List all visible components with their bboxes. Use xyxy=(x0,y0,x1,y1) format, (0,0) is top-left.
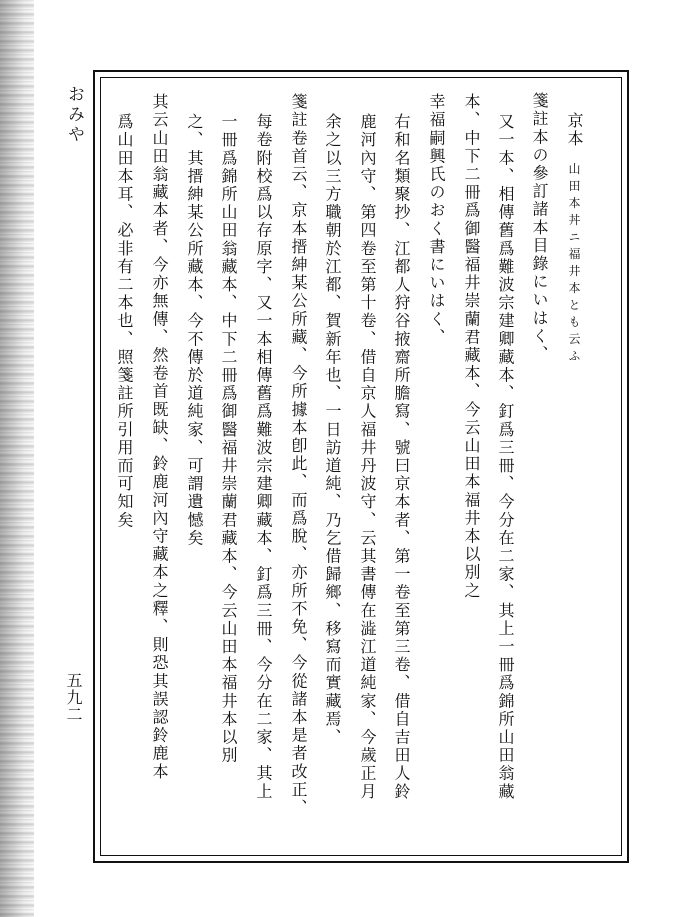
text-column: 鹿河內守、第四卷至第十卷、借自京人福井丹波守、云其書傳在澁江道純家、今歲正月 xyxy=(358,113,377,801)
text-column: 余之以三方職朝於江都、賀新年也、一日訪道純、乃乞借歸鄉、移寫而實藏焉、 xyxy=(323,113,342,747)
text-column: 右和名類聚抄、江都人狩谷掖齋所膽寫、號曰京本者、第一卷至第三卷、借自吉田人鈴 xyxy=(392,113,411,801)
text-column: 幸福嗣興氏のおく書にいはく、 xyxy=(427,93,446,347)
text-column: 本、中下二冊爲御醫福井崇蘭君藏本、今云山田本福井本以別之 xyxy=(462,93,481,600)
section-title-note: 山田本丼ニ福井本とも云ふ xyxy=(567,162,581,367)
running-head: おみや xyxy=(64,85,84,145)
section-heading-column xyxy=(563,112,585,366)
text-column: 又一本、相傳舊爲難波宗建卿藏本、釘爲三冊、今分在二家、其上一冊爲錦所山田翁藏 xyxy=(496,113,515,801)
text-column: 箋註卷首云、京本搢紳某公所藏、今所據本卽此、而爲脫、亦所不免、今從諸本是者改正、 xyxy=(289,93,308,817)
page-number: 五九二 xyxy=(64,672,83,723)
text-column: 爲山田本耳、必非有二本也、照箋註所引用而可知矣 xyxy=(115,113,134,530)
text-column: 之、其搢紳某公所藏本、今不傳於道純家、可謂遺憾矣 xyxy=(185,113,204,548)
text-column: 一冊爲錦所山田翁藏本、中下二冊爲御醫福井崇蘭君藏本、今云山田本福井本以別 xyxy=(219,113,238,765)
text-column: 箋註本の參訂諸本目錄にいはく、 xyxy=(530,92,549,364)
scan-edge-shadow xyxy=(0,0,34,917)
text-column: 每卷附校爲以存原字、又一本相傳舊爲難波宗建卿藏本、釘爲三冊、今分在二家、其上 xyxy=(254,113,273,801)
text-column: 其云山田翁藏本者、今亦無傳、然卷首既缺、鈴鹿河內守藏本之釋、則恐其誤認鈴鹿本 xyxy=(150,93,169,781)
section-title: 京本 xyxy=(565,112,584,149)
